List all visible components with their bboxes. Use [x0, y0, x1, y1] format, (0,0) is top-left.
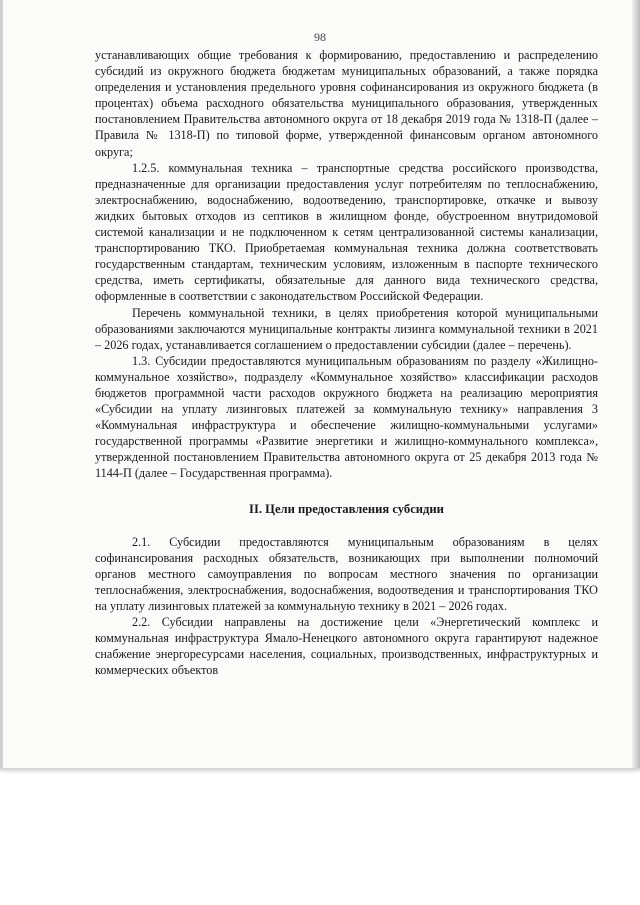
page-number: 98 [314, 30, 326, 44]
scan-left-edge [0, 0, 3, 768]
paragraph-1-2-5: 1.2.5. коммунальная техника – транспортные средства российского производства, предназначенные для организации предоставления услуг потребителям по теплоснабжению, электроснабжению, водоснабжению, водоотведению, транспортировке, откачке и вывозу жидких бытовых отходов из септиков в жилищном фонде, обустроенном внутридомовой системой канализации и не подключенном к сетям централизованной системы канализации, транспортированию ТКО. Приобретаемая коммунальная техника должна соответствовать государственным стандартам, техническим условиям, изложенным в паспорте технического средства, иметь сертификаты, обязательные для данного вида технического средства, оформленные в соответствии с законодательством Российской Федерации. [95, 160, 598, 304]
paragraph-1-3: 1.3. Субсидии предоставляются муниципальным образованиям по разделу «Жилищно-коммунальное хозяйство», подразделу «Коммунальное хозяйство» классификации расходов бюджетов программной части расходов окружного бюджета на реализацию мероприятия «Субсидии на уплату лизинговых платежей за коммунальную технику» направления 3 «Коммунальная инфраструктура и обеспечение жилищно-коммунальными услугами» государственной программы «Развитие энергетики и жилищно-коммунального комплекса», утвержденной постановлением Правительства автономного округа от 25 декабря 2013 года № 1144-П (далее – Государственная программа). [95, 353, 598, 481]
document-body [95, 47, 598, 678]
paragraph-2-1: 2.1. Субсидии предоставляются муниципальным образованиям в целях софинансирования расходных обязательств, возникающих при выполнении полномочий органов местного самоуправления по вопросам местного значения по организации теплоснабжения, электроснабжения, водоснабжения, водоотведения и транспортирования ТКО на уплату лизинговых платежей за коммунальную технику в 2021 – 2026 годах. [95, 534, 598, 613]
scan-right-edge [632, 0, 640, 768]
paragraph-2-2: 2.2. Субсидии направлены на достижение цели «Энергетический комплекс и коммунальная инфраструктура Ямало-Ненецкого автономного округа гарантируют надежное снабжение энергоресурсами населения, социальных, производственных, инфраструктурных и коммерческих объектов [95, 615, 598, 678]
section-heading: II. Цели предоставления субсидии [249, 501, 444, 516]
paragraph-rules-continuation: устанавливающих общие требования к формированию, предоставлению и распределению субсидий из окружного бюджета бюджетам муниципальных образований, а также порядка определения и установления предельного уровня софинансирования из окружного бюджета (в процентах) объема расходного обязательства муниципального образования, утвержденных постановлением Правительства автономного округа от 18 декабря 2019 года № 1318-П (далее – Правила № 1318-П) по типовой форме, утвержденной финансовым органом автономного округа; [95, 48, 598, 159]
paragraph-equipment-list: Перечень коммунальной техники, в целях приобретения которой муниципальными образованиями заключаются муниципальные контракты лизинга коммунальной техники в 2021 – 2026 годах, устанавливается соглашением о предоставлении субсидии (далее – перечень). [95, 305, 598, 352]
